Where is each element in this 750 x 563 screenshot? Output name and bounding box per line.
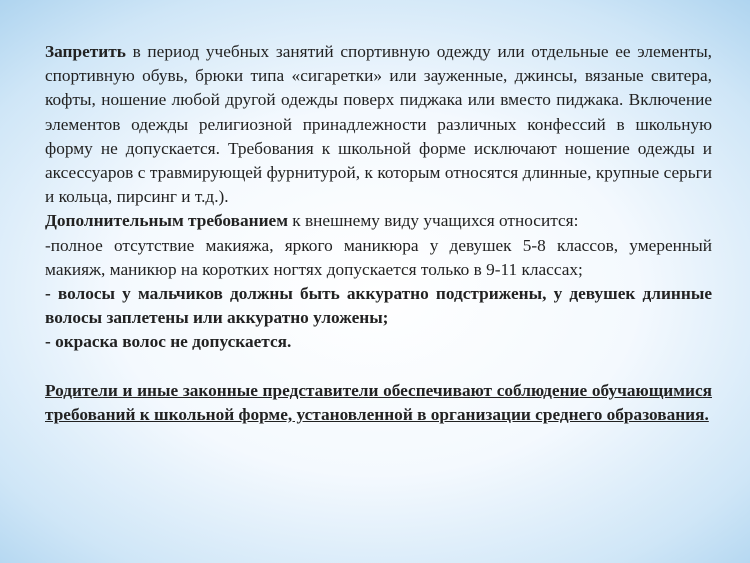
additional-requirements-text: к внешнему виду учащихся относится:: [287, 211, 579, 231]
slide-content: [45, 40, 712, 427]
prohibition-text: в период учебных занятий спортивную одежду или отдельные ее элементы, спортивную обувь, брюки типа «сигаретки» или зауженные, джинсы, вязаные свитера, кофты, ношение любой другой одежды поверх пиджака или вместо пиджака. Включение элементов одежды религиозной принадлежности различных конфессий в школьную форму не допускается. Требования к школьной форме исключают ношение одежды и аксессуаров с травмирующей фурнитурой, к которым относятся длинные, крупные серьги и кольца, пирсинг и т.д.).: [45, 42, 712, 207]
parents-responsibility: Родители и иные законные представители обеспечивают соблюдение обучающимися требований к школьной форме, установленной в организации среднего образования.: [45, 380, 712, 424]
spacer: [45, 355, 712, 379]
makeup-rule: -полное отсутствие макияжа, яркого маникюра у девушек 5-8 классов, умеренный макияж, маникюр на коротких ногтях допускается только в 9-11 классах;: [45, 235, 712, 279]
hair-color-rule: - окраска волос не допускается.: [45, 332, 292, 352]
additional-requirements-lead: Дополнительным требованием: [45, 211, 288, 231]
additional-requirements-paragraph: [45, 209, 712, 233]
prohibition-lead: Запретить: [45, 42, 126, 61]
prohibition-paragraph: [45, 40, 712, 209]
hair-rule: - волосы у мальчиков должны быть аккуратно подстрижены, у девушек длинные волосы заплетены или аккуратно уложены;: [45, 284, 712, 328]
